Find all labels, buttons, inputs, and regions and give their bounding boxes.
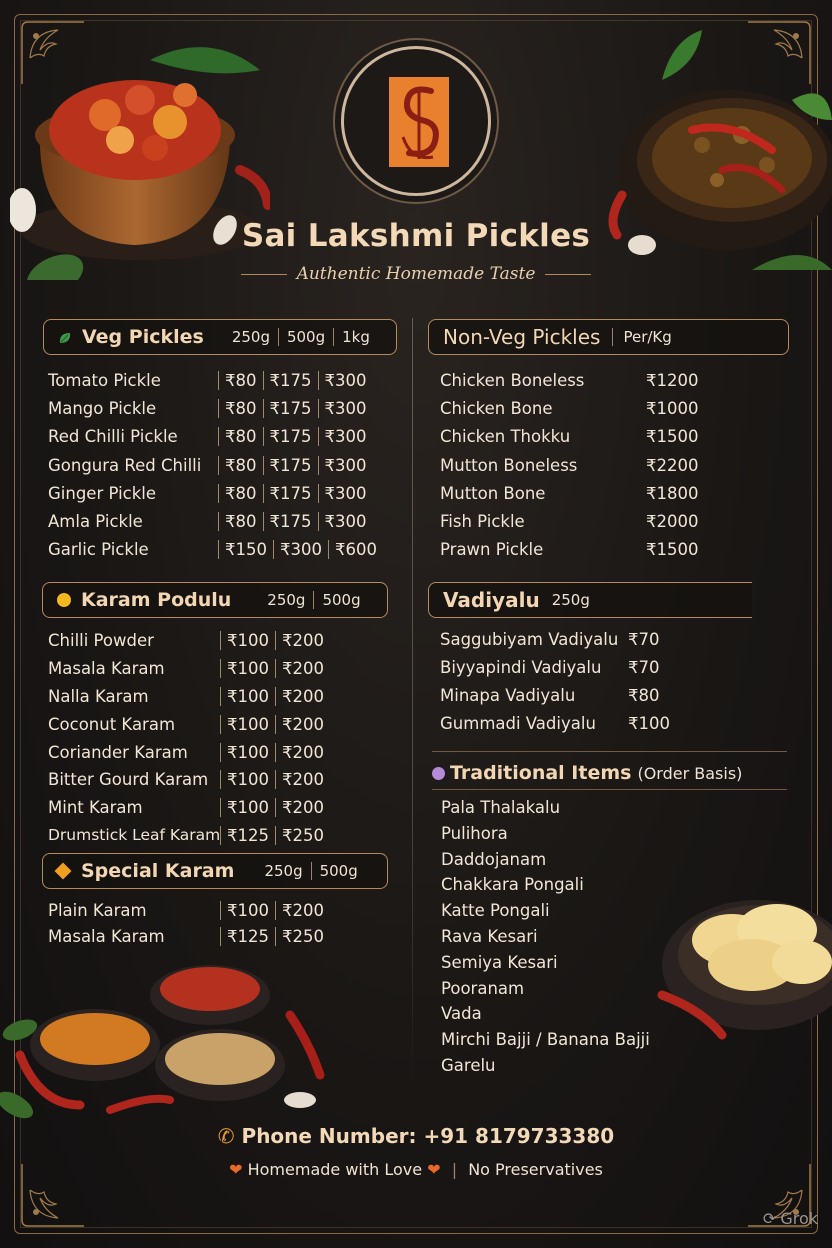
list-item bbox=[440, 709, 670, 737]
divider bbox=[241, 274, 287, 275]
purple-dot-icon bbox=[432, 767, 445, 780]
list-item: Pala Thalakalu bbox=[441, 798, 561, 817]
section-title: Non-Veg Pickles bbox=[443, 325, 601, 349]
list-item bbox=[48, 366, 377, 394]
item-name: Chicken Bone bbox=[440, 398, 553, 418]
section-title: Special Karam bbox=[81, 860, 235, 882]
item-name: Mutton Bone bbox=[440, 483, 546, 503]
item-price: ₹2200 bbox=[646, 455, 699, 475]
traditional-items-header bbox=[432, 762, 742, 784]
list-item bbox=[440, 626, 670, 654]
karam-podulu-header bbox=[42, 582, 388, 618]
item-prices bbox=[220, 743, 324, 762]
list-item: Daddojanam bbox=[441, 849, 547, 869]
item-prices bbox=[218, 399, 367, 418]
size-columns bbox=[264, 862, 365, 880]
list-item bbox=[48, 897, 324, 924]
list-item: Mirchi Bajji / Banana Bajji bbox=[441, 1030, 650, 1050]
list-item: Vada bbox=[441, 1004, 482, 1024]
item-prices bbox=[218, 456, 367, 475]
item-name: Gummadi Vadiyalu bbox=[440, 713, 596, 733]
subtitle-row bbox=[0, 264, 832, 284]
item-name: Minapa Vadiyalu bbox=[440, 685, 576, 705]
special-karam-list bbox=[48, 897, 324, 950]
item-name: Mint Karam bbox=[48, 798, 143, 818]
item-prices bbox=[218, 484, 367, 503]
unit-columns bbox=[552, 591, 598, 609]
item-prices bbox=[218, 512, 367, 531]
item-price: ₹200 bbox=[275, 901, 324, 920]
item-name: Nalla Karam bbox=[48, 686, 149, 706]
item-price: ₹300 bbox=[318, 427, 367, 446]
item-name: Mango Pickle bbox=[48, 398, 157, 418]
logo-emblem-icon bbox=[389, 77, 449, 167]
item-name: Saggubiyam Vadiyalu bbox=[440, 630, 619, 650]
list-item bbox=[48, 794, 324, 822]
unit-label: Per/Kg bbox=[612, 328, 679, 346]
item-prices bbox=[220, 770, 324, 789]
item-name: Masala Karam bbox=[48, 659, 165, 679]
list-item bbox=[440, 682, 670, 710]
item-price: ₹175 bbox=[263, 484, 318, 503]
leaf-icon bbox=[58, 330, 72, 344]
watermark bbox=[763, 1209, 818, 1228]
item-prices bbox=[220, 659, 324, 678]
size-label: 250g bbox=[267, 591, 306, 609]
size-columns bbox=[232, 328, 378, 346]
item-name: Biyyapindi Vadiyalu bbox=[440, 658, 602, 678]
item-name: Plain Karam bbox=[48, 900, 147, 920]
size-label: 250g bbox=[264, 862, 303, 880]
item-price: ₹1800 bbox=[646, 483, 699, 503]
section-title: Karam Podulu bbox=[81, 589, 232, 611]
item-price: ₹200 bbox=[275, 659, 324, 678]
phone-label: Phone Number: bbox=[241, 1124, 417, 1148]
phone-number[interactable]: +91 8179733380 bbox=[423, 1124, 615, 1148]
list-item bbox=[48, 627, 324, 655]
section-title: Vadiyalu bbox=[443, 588, 540, 612]
page-subtitle: Authentic Homemade Taste bbox=[296, 264, 536, 284]
item-price: ₹200 bbox=[275, 687, 324, 706]
papad-plate-image bbox=[652, 870, 832, 1050]
list-item: Chakkara Pongali bbox=[441, 875, 584, 895]
item-name: Red Chilli Pickle bbox=[48, 427, 178, 447]
nonveg-pickles-header bbox=[428, 319, 789, 355]
item-price: ₹80 bbox=[218, 399, 263, 418]
watermark-text: Grok bbox=[780, 1209, 818, 1228]
item-price: ₹250 bbox=[275, 927, 324, 946]
size-label: 500g bbox=[278, 328, 333, 346]
item-name: Ginger Pickle bbox=[48, 483, 157, 503]
item-price: ₹80 bbox=[218, 456, 263, 475]
item-price: ₹200 bbox=[275, 743, 324, 762]
size-label: 500g bbox=[311, 862, 366, 880]
item-price: ₹100 bbox=[220, 798, 275, 817]
item-prices bbox=[220, 826, 324, 845]
list-item: Semiya Kesari bbox=[441, 952, 558, 972]
item-name: Coriander Karam bbox=[48, 742, 188, 762]
section-title: Traditional Items bbox=[450, 762, 632, 784]
vadiyalu-header bbox=[428, 582, 752, 618]
item-price: ₹175 bbox=[263, 371, 318, 390]
item-name: Chilli Powder bbox=[48, 631, 154, 651]
item-prices bbox=[218, 540, 377, 559]
item-name: Gongura Red Chilli bbox=[48, 455, 202, 475]
item-prices bbox=[218, 427, 367, 446]
list-item: Katte Pongali bbox=[441, 901, 550, 921]
section-note: (Order Basis) bbox=[637, 763, 743, 783]
item-price: ₹125 bbox=[220, 927, 275, 946]
traditional-items-list bbox=[441, 795, 650, 1079]
list-item bbox=[440, 394, 699, 422]
list-item bbox=[48, 479, 377, 507]
list-item bbox=[440, 536, 699, 564]
item-price: ₹100 bbox=[220, 743, 275, 762]
item-name: Amla Pickle bbox=[48, 512, 143, 532]
divider bbox=[432, 789, 787, 790]
item-name: Fish Pickle bbox=[440, 512, 525, 532]
list-item: Rava Kesari bbox=[441, 926, 538, 946]
page-title: Sai Lakshmi Pickles bbox=[241, 218, 591, 254]
item-prices bbox=[220, 687, 324, 706]
list-item: Pooranam bbox=[441, 978, 525, 998]
diamond-icon bbox=[55, 863, 72, 880]
brand-logo bbox=[341, 46, 491, 196]
item-price: ₹200 bbox=[275, 631, 324, 650]
list-item: Pulihora bbox=[441, 823, 508, 843]
list-item bbox=[440, 423, 699, 451]
vadiyalu-list bbox=[440, 626, 670, 737]
item-price: ₹300 bbox=[318, 512, 367, 531]
karam-podulu-list bbox=[48, 627, 324, 849]
list-item bbox=[48, 451, 377, 479]
item-price: ₹100 bbox=[220, 901, 275, 920]
item-prices bbox=[218, 371, 367, 390]
list-item bbox=[440, 654, 670, 682]
item-price: ₹100 bbox=[628, 713, 670, 733]
item-price: ₹300 bbox=[318, 484, 367, 503]
item-price: ₹100 bbox=[220, 770, 275, 789]
tagline-homemade: Homemade with Love bbox=[247, 1160, 423, 1179]
item-name: Chicken Thokku bbox=[440, 427, 571, 447]
item-name: Garlic Pickle bbox=[48, 540, 149, 560]
item-price: ₹100 bbox=[220, 715, 275, 734]
tagline-preservatives: No Preservatives bbox=[468, 1160, 603, 1179]
item-price: ₹300 bbox=[318, 399, 367, 418]
item-price: ₹300 bbox=[318, 456, 367, 475]
item-prices bbox=[220, 927, 324, 946]
phone-line bbox=[0, 1124, 832, 1148]
size-columns bbox=[267, 591, 368, 609]
item-prices bbox=[220, 631, 324, 650]
unit-label: 250g bbox=[551, 591, 590, 609]
item-price: ₹80 bbox=[628, 685, 660, 705]
separator: | bbox=[451, 1160, 458, 1179]
item-price: ₹1200 bbox=[646, 370, 699, 390]
list-item bbox=[440, 451, 699, 479]
list-item bbox=[48, 683, 324, 711]
item-name: Tomato Pickle bbox=[48, 370, 161, 390]
item-price: ₹80 bbox=[218, 484, 263, 503]
item-price: ₹80 bbox=[218, 371, 263, 390]
item-price: ₹100 bbox=[220, 687, 275, 706]
item-price: ₹100 bbox=[220, 659, 275, 678]
list-item bbox=[48, 822, 324, 850]
item-price: ₹1500 bbox=[646, 540, 699, 560]
item-name: Masala Karam bbox=[48, 927, 165, 947]
item-prices bbox=[220, 798, 324, 817]
size-label: 1kg bbox=[333, 328, 378, 346]
column-divider bbox=[412, 318, 413, 1088]
item-price: ₹80 bbox=[218, 512, 263, 531]
item-price: ₹200 bbox=[275, 798, 324, 817]
item-name: Drumstick Leaf Karam bbox=[48, 826, 221, 845]
section-title: Veg Pickles bbox=[82, 326, 204, 348]
list-item bbox=[48, 766, 324, 794]
size-label: 250g bbox=[231, 328, 270, 346]
list-item bbox=[440, 479, 699, 507]
list-item: Garelu bbox=[441, 1055, 496, 1075]
veg-pickles-list bbox=[48, 366, 377, 564]
phone-icon: ✆ bbox=[217, 1124, 235, 1148]
special-karam-header bbox=[42, 853, 388, 889]
list-item bbox=[440, 507, 699, 535]
item-price: ₹100 bbox=[220, 631, 275, 650]
item-name: Bitter Gourd Karam bbox=[48, 770, 209, 790]
divider bbox=[545, 274, 591, 275]
item-price: ₹175 bbox=[263, 456, 318, 475]
list-item bbox=[48, 394, 377, 422]
list-item bbox=[48, 710, 324, 738]
item-name: Chicken Boneless bbox=[440, 370, 585, 390]
item-price: ₹2000 bbox=[646, 512, 699, 532]
item-name: Prawn Pickle bbox=[440, 540, 544, 560]
item-price: ₹80 bbox=[218, 427, 263, 446]
list-item bbox=[48, 507, 377, 535]
item-price: ₹175 bbox=[263, 399, 318, 418]
item-prices bbox=[220, 901, 324, 920]
spice-bowls-image bbox=[0, 955, 390, 1130]
item-price: ₹175 bbox=[263, 512, 318, 531]
veg-pickles-header bbox=[43, 319, 397, 355]
item-price: ₹600 bbox=[328, 540, 377, 559]
item-price: ₹300 bbox=[273, 540, 328, 559]
divider bbox=[432, 751, 787, 752]
size-label: 500g bbox=[313, 591, 368, 609]
item-price: ₹175 bbox=[263, 427, 318, 446]
item-price: ₹150 bbox=[218, 540, 273, 559]
tagline bbox=[0, 1160, 832, 1179]
item-prices bbox=[220, 715, 324, 734]
unit-columns bbox=[612, 328, 679, 346]
item-price: ₹200 bbox=[275, 715, 324, 734]
item-price: ₹1500 bbox=[646, 427, 699, 447]
item-price: ₹200 bbox=[275, 770, 324, 789]
item-price: ₹250 bbox=[275, 826, 324, 845]
item-price: ₹300 bbox=[318, 371, 367, 390]
item-name: Mutton Boneless bbox=[440, 455, 578, 475]
list-item bbox=[48, 423, 377, 451]
item-price: ₹1000 bbox=[646, 398, 699, 418]
list-item bbox=[48, 924, 324, 951]
list-item bbox=[48, 655, 324, 683]
item-name: Coconut Karam bbox=[48, 714, 176, 734]
nonveg-pickles-list bbox=[440, 366, 699, 564]
heart-icon: ❤ bbox=[229, 1160, 243, 1179]
heart-icon: ❤ bbox=[427, 1160, 441, 1179]
list-item bbox=[440, 366, 699, 394]
grok-logo-icon: ⟳ bbox=[762, 1209, 777, 1228]
list-item bbox=[48, 738, 324, 766]
yellow-dot-icon bbox=[57, 593, 71, 607]
item-price: ₹70 bbox=[628, 658, 660, 678]
item-price: ₹125 bbox=[220, 826, 275, 845]
item-price: ₹70 bbox=[628, 630, 660, 650]
list-item bbox=[48, 536, 377, 564]
